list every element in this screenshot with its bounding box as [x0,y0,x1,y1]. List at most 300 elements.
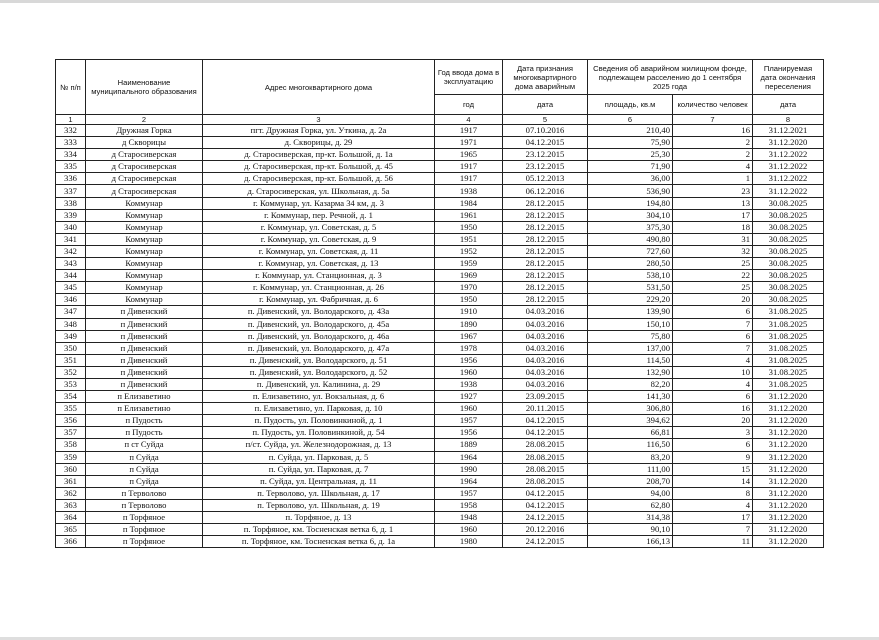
year-cell: 1917 [435,125,503,137]
area-cell: 66,81 [588,427,673,439]
recognition-date-cell: 28.12.2015 [503,233,588,245]
address-cell: п. Пудость, ул. Половинкиной, д. 54 [203,427,435,439]
recognition-date-cell: 04.12.2015 [503,137,588,149]
header-year-commission: Год ввода дома в эксплуатацию [435,60,503,95]
municipality-cell: п Суйда [86,451,203,463]
row-number: 363 [56,499,86,511]
address-cell: д. Старосиверская, пр-кт. Большой, д. 1а [203,149,435,161]
planned-end-cell: 31.12.2022 [753,161,824,173]
planned-end-cell: 31.12.2020 [753,439,824,451]
recognition-date-cell: 28.12.2015 [503,270,588,282]
recognition-date-cell: 28.12.2015 [503,209,588,221]
planned-end-cell: 31.12.2020 [753,487,824,499]
year-cell: 1917 [435,161,503,173]
scan-edge-top [0,0,879,3]
address-cell: п. Терволово, ул. Школьная, д. 17 [203,487,435,499]
col-number: 2 [86,115,203,125]
planned-end-cell: 31.12.2020 [753,475,824,487]
table-row [56,330,824,342]
header-row [56,60,824,95]
recognition-date-cell: 28.12.2015 [503,294,588,306]
recognition-date-cell: 05.12.2013 [503,173,588,185]
table-row [56,342,824,354]
municipality-cell: п ст Суйда [86,439,203,451]
subheader-people: количество человек [673,95,753,115]
municipality-cell: п Елизаветино [86,403,203,415]
address-cell: г. Коммунар, ул. Советская, д. 5 [203,221,435,233]
address-cell: г. Коммунар, пер. Речной, д. 1 [203,209,435,221]
year-cell: 1917 [435,173,503,185]
table-row [56,185,824,197]
address-cell: д. Старосиверская, пр-кт. Большой, д. 45 [203,161,435,173]
municipality-cell: п Пудость [86,427,203,439]
subheader-date2: дата [753,95,824,115]
year-cell: 1956 [435,427,503,439]
address-cell: п. Дивенский, ул. Калинина, д. 29 [203,378,435,390]
municipality-cell: Коммунар [86,197,203,209]
table-row [56,318,824,330]
planned-end-cell: 31.12.2020 [753,137,824,149]
municipality-cell: п Елизаветино [86,391,203,403]
area-cell: 194,80 [588,197,673,209]
people-cell: 11 [673,536,753,548]
table-row [56,197,824,209]
address-cell: п. Дивенский, ул. Володарского, д. 46а [203,330,435,342]
year-cell: 1967 [435,330,503,342]
address-cell: д. Скворицы, д. 29 [203,137,435,149]
row-number: 349 [56,330,86,342]
municipality-cell: Коммунар [86,221,203,233]
municipality-cell: д Старосиверская [86,161,203,173]
recognition-date-cell: 23.12.2015 [503,149,588,161]
municipality-cell: п Терволово [86,487,203,499]
people-cell: 23 [673,185,753,197]
row-number: 362 [56,487,86,499]
address-cell: п. Елизаветино, ул. Парковая, д. 10 [203,403,435,415]
address-cell: п. Суйда, ул. Центральная, д. 11 [203,475,435,487]
table-row [56,245,824,257]
area-cell: 538,10 [588,270,673,282]
row-number: 345 [56,282,86,294]
municipality-cell: п Торфяное [86,512,203,524]
people-cell: 18 [673,221,753,233]
row-number: 364 [56,512,86,524]
row-number: 334 [56,149,86,161]
planned-end-cell: 31.12.2020 [753,415,824,427]
year-cell: 1984 [435,197,503,209]
municipality-cell: Коммунар [86,245,203,257]
year-cell: 1952 [435,245,503,257]
table-row [56,487,824,499]
row-number: 359 [56,451,86,463]
area-cell: 116,50 [588,439,673,451]
area-cell: 137,00 [588,342,673,354]
recognition-date-cell: 04.03.2016 [503,366,588,378]
year-cell: 1978 [435,342,503,354]
row-number: 346 [56,294,86,306]
people-cell: 7 [673,318,753,330]
municipality-cell: д Старосиверская [86,149,203,161]
recognition-date-cell: 04.12.2015 [503,427,588,439]
area-cell: 306,80 [588,403,673,415]
table-row [56,233,824,245]
row-number: 347 [56,306,86,318]
recognition-date-cell: 04.03.2016 [503,342,588,354]
recognition-date-cell: 28.12.2015 [503,258,588,270]
people-cell: 16 [673,403,753,415]
municipality-cell: Дружная Горка [86,125,203,137]
row-number: 356 [56,415,86,427]
recognition-date-cell: 04.03.2016 [503,354,588,366]
recognition-date-cell: 04.03.2016 [503,306,588,318]
people-cell: 14 [673,475,753,487]
table-row [56,282,824,294]
municipality-cell: п Дивенский [86,366,203,378]
people-cell: 4 [673,378,753,390]
col-number: 4 [435,115,503,125]
subheader-year: год [435,95,503,115]
municipality-cell: п Дивенский [86,330,203,342]
row-number: 342 [56,245,86,257]
area-cell: 531,50 [588,282,673,294]
header-num: № п/п [56,60,86,115]
municipality-cell: п Терволово [86,499,203,511]
address-cell: п. Дивенский, ул. Володарского, д. 45а [203,318,435,330]
municipality-cell: п Дивенский [86,354,203,366]
people-cell: 31 [673,233,753,245]
address-cell: п. Дивенский, ул. Володарского, д. 51 [203,354,435,366]
area-cell: 90,10 [588,524,673,536]
municipality-cell: д Скворицы [86,137,203,149]
address-cell: п. Пудость, ул. Половинкиной, д. 1 [203,415,435,427]
planned-end-cell: 30.08.2025 [753,270,824,282]
area-cell: 150,10 [588,318,673,330]
people-cell: 16 [673,125,753,137]
planned-end-cell: 30.08.2025 [753,258,824,270]
planned-end-cell: 31.12.2020 [753,427,824,439]
area-cell: 114,50 [588,354,673,366]
area-cell: 208,70 [588,475,673,487]
address-cell: п. Терволово, ул. Школьная, д. 19 [203,499,435,511]
area-cell: 490,80 [588,233,673,245]
planned-end-cell: 31.12.2022 [753,149,824,161]
year-cell: 1971 [435,137,503,149]
row-number: 355 [56,403,86,415]
year-cell: 1990 [435,463,503,475]
planned-end-cell: 31.08.2025 [753,342,824,354]
people-cell: 8 [673,487,753,499]
area-cell: 94,00 [588,487,673,499]
header-info: Сведения об аварийном жилищном фонде, подлежащем расселению до 1 сентября 2025 года [588,60,753,95]
planned-end-cell: 31.12.2020 [753,391,824,403]
year-cell: 1965 [435,149,503,161]
area-cell: 62,80 [588,499,673,511]
header-municipality: Наименование муниципального образования [86,60,203,115]
planned-end-cell: 31.12.2022 [753,185,824,197]
table-row [56,415,824,427]
area-cell: 727,60 [588,245,673,257]
area-cell: 280,50 [588,258,673,270]
address-cell: п. Суйда, ул. Парковая, д. 5 [203,451,435,463]
planned-end-cell: 30.08.2025 [753,221,824,233]
row-number: 352 [56,366,86,378]
table-row [56,512,824,524]
table-row [56,475,824,487]
area-cell: 71,90 [588,161,673,173]
year-cell: 1957 [435,487,503,499]
address-cell: г. Коммунар, ул. Фабричная, д. 6 [203,294,435,306]
area-cell: 75,90 [588,137,673,149]
area-cell: 314,38 [588,512,673,524]
planned-end-cell: 31.08.2025 [753,378,824,390]
recognition-date-cell: 28.12.2015 [503,282,588,294]
people-cell: 4 [673,161,753,173]
table-row [56,306,824,318]
area-cell: 25,30 [588,149,673,161]
col-number: 8 [753,115,824,125]
address-cell: п. Елизаветино, ул. Вокзальная, д. 6 [203,391,435,403]
table-row [56,173,824,185]
row-number: 337 [56,185,86,197]
area-cell: 141,30 [588,391,673,403]
recognition-date-cell: 20.11.2015 [503,403,588,415]
people-cell: 25 [673,282,753,294]
address-cell: г. Коммунар, ул. Станционная, д. 3 [203,270,435,282]
people-cell: 13 [673,197,753,209]
address-cell: пгт. Дружная Горка, ул. Уткина, д. 2а [203,125,435,137]
planned-end-cell: 31.12.2022 [753,173,824,185]
year-cell: 1960 [435,403,503,415]
table-row [56,161,824,173]
planned-end-cell: 30.08.2025 [753,209,824,221]
year-cell: 1959 [435,258,503,270]
planned-end-cell: 31.12.2020 [753,536,824,548]
people-cell: 7 [673,524,753,536]
people-cell: 6 [673,330,753,342]
people-cell: 2 [673,137,753,149]
people-cell: 15 [673,463,753,475]
address-cell: д. Старосиверская, ул. Школьная, д. 5а [203,185,435,197]
municipality-cell: Коммунар [86,233,203,245]
recognition-date-cell: 28.12.2015 [503,197,588,209]
people-cell: 2 [673,149,753,161]
table-row [56,403,824,415]
table-row [56,354,824,366]
municipality-cell: п Суйда [86,463,203,475]
planned-end-cell: 31.12.2020 [753,512,824,524]
area-cell: 394,62 [588,415,673,427]
planned-end-cell: 31.08.2025 [753,366,824,378]
address-cell: п. Торфяное, км. Тосненская ветка 6, д. 1 [203,524,435,536]
municipality-cell: п Суйда [86,475,203,487]
table-row [56,463,824,475]
planned-end-cell: 30.08.2025 [753,282,824,294]
planned-end-cell: 31.12.2020 [753,451,824,463]
people-cell: 22 [673,270,753,282]
row-number: 338 [56,197,86,209]
row-number: 333 [56,137,86,149]
recognition-date-cell: 06.12.2016 [503,185,588,197]
table-row [56,125,824,137]
municipality-cell: п Торфяное [86,524,203,536]
municipality-cell: п Пудость [86,415,203,427]
area-cell: 82,20 [588,378,673,390]
subheader-area: площадь, кв.м [588,95,673,115]
people-cell: 20 [673,294,753,306]
emergency-housing-table [55,59,824,548]
recognition-date-cell: 04.03.2016 [503,330,588,342]
area-cell: 36,00 [588,173,673,185]
recognition-date-cell: 04.03.2016 [503,378,588,390]
recognition-date-cell: 28.12.2015 [503,221,588,233]
table-row [56,524,824,536]
row-number: 358 [56,439,86,451]
row-number: 340 [56,221,86,233]
table-row [56,270,824,282]
planned-end-cell: 31.08.2025 [753,354,824,366]
address-cell: п. Дивенский, ул. Володарского, д. 52 [203,366,435,378]
municipality-cell: п Дивенский [86,378,203,390]
table-row [56,391,824,403]
municipality-cell: п Дивенский [86,306,203,318]
year-cell: 1958 [435,499,503,511]
planned-end-cell: 30.08.2025 [753,197,824,209]
row-number: 343 [56,258,86,270]
year-cell: 1969 [435,270,503,282]
col-number: 7 [673,115,753,125]
people-cell: 9 [673,451,753,463]
row-number: 357 [56,427,86,439]
row-number: 341 [56,233,86,245]
table-row [56,137,824,149]
planned-end-cell: 31.08.2025 [753,330,824,342]
row-number: 348 [56,318,86,330]
people-cell: 25 [673,258,753,270]
table-row [56,427,824,439]
municipality-cell: Коммунар [86,282,203,294]
area-cell: 210,40 [588,125,673,137]
people-cell: 1 [673,173,753,185]
table-row [56,536,824,548]
area-cell: 536,90 [588,185,673,197]
year-cell: 1957 [435,415,503,427]
municipality-cell: п Дивенский [86,318,203,330]
municipality-cell: д Старосиверская [86,185,203,197]
table-row [56,451,824,463]
municipality-cell: Коммунар [86,209,203,221]
municipality-cell: п Дивенский [86,342,203,354]
year-cell: 1970 [435,282,503,294]
row-number: 360 [56,463,86,475]
area-cell: 375,30 [588,221,673,233]
row-number: 351 [56,354,86,366]
address-cell: п. Дивенский, ул. Володарского, д. 43а [203,306,435,318]
year-cell: 1960 [435,524,503,536]
municipality-cell: д Старосиверская [86,173,203,185]
people-cell: 10 [673,366,753,378]
address-cell: г. Коммунар, ул. Советская, д. 11 [203,245,435,257]
address-cell: г. Коммунар, ул. Станционная, д. 26 [203,282,435,294]
recognition-date-cell: 28.08.2015 [503,463,588,475]
people-cell: 32 [673,245,753,257]
year-cell: 1951 [435,233,503,245]
header-planned-end: Планируемая дата окончания переселения [753,60,824,95]
table-row [56,258,824,270]
row-number: 339 [56,209,86,221]
year-cell: 1950 [435,221,503,233]
address-cell: п. Торфяное, д. 13 [203,512,435,524]
address-cell: п. Дивенский, ул. Володарского, д. 47а [203,342,435,354]
area-cell: 75,80 [588,330,673,342]
table-body [56,125,824,548]
people-cell: 4 [673,354,753,366]
planned-end-cell: 30.08.2025 [753,294,824,306]
planned-end-cell: 30.08.2025 [753,233,824,245]
year-cell: 1948 [435,512,503,524]
area-cell: 229,20 [588,294,673,306]
municipality-cell: Коммунар [86,258,203,270]
recognition-date-cell: 24.12.2015 [503,512,588,524]
address-cell: п. Торфяное, км. Тосненская ветка 6, д. 1а [203,536,435,548]
header-recognition-date: Дата признания многоквартирного дома аварийным [503,60,588,95]
year-cell: 1938 [435,185,503,197]
municipality-cell: Коммунар [86,294,203,306]
year-cell: 1889 [435,439,503,451]
address-cell: п/ст. Суйда, ул. Железнодорожная, д. 13 [203,439,435,451]
municipality-cell: п Торфяное [86,536,203,548]
table-row [56,499,824,511]
table-row [56,378,824,390]
subheader-date: дата [503,95,588,115]
people-cell: 17 [673,512,753,524]
recognition-date-cell: 28.08.2015 [503,451,588,463]
people-cell: 6 [673,439,753,451]
address-cell: п. Суйда, ул. Парковая, д. 7 [203,463,435,475]
year-cell: 1980 [435,536,503,548]
year-cell: 1964 [435,475,503,487]
col-number: 1 [56,115,86,125]
people-cell: 17 [673,209,753,221]
year-cell: 1950 [435,294,503,306]
row-number: 350 [56,342,86,354]
year-cell: 1956 [435,354,503,366]
table-row [56,366,824,378]
row-number: 354 [56,391,86,403]
year-cell: 1927 [435,391,503,403]
planned-end-cell: 31.12.2020 [753,403,824,415]
planned-end-cell: 31.12.2020 [753,499,824,511]
people-cell: 4 [673,499,753,511]
people-cell: 3 [673,427,753,439]
area-cell: 304,10 [588,209,673,221]
area-cell: 111,00 [588,463,673,475]
row-number: 332 [56,125,86,137]
people-cell: 7 [673,342,753,354]
table-row [56,221,824,233]
people-cell: 6 [673,391,753,403]
year-cell: 1961 [435,209,503,221]
area-cell: 132,90 [588,366,673,378]
recognition-date-cell: 23.12.2015 [503,161,588,173]
planned-end-cell: 30.08.2025 [753,245,824,257]
recognition-date-cell: 28.08.2015 [503,475,588,487]
people-cell: 20 [673,415,753,427]
municipality-cell: Коммунар [86,270,203,282]
recognition-date-cell: 04.12.2015 [503,487,588,499]
column-number-row [56,115,824,125]
year-cell: 1890 [435,318,503,330]
address-cell: г. Коммунар, ул. Советская, д. 9 [203,233,435,245]
